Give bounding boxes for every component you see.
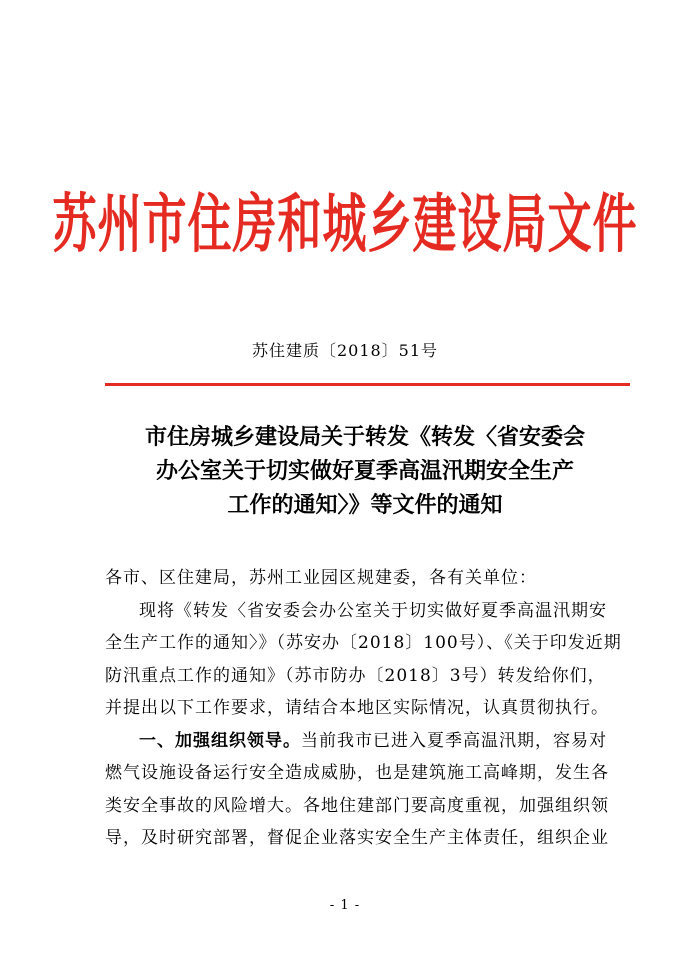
title-line: 办公室关于切实做好夏季高温汛期安全生产 [155,458,574,484]
masthead-title: 苏州市住房和城乡建设局文件 [52,188,638,262]
section-heading: 一、加强组织领导。 [139,730,301,751]
salutation: 各市、区住建局，苏州工业园区规建委，各有关单位： [105,568,537,588]
document-title [100,420,630,522]
body-line: 燃气设施设备运行安全造成威胁，也是建筑施工高峰期，发生各 [105,763,609,783]
document-number: 苏住建质〔2018〕51号 [251,341,439,360]
document-body [105,562,635,855]
title-line: 市住房城乡建设局关于转发《转发〈省安委会 [144,424,585,450]
title-line: 工作的通知〉》等文件的通知 [227,492,503,518]
section-heading-line [105,725,635,758]
body-line: 类安全事故的风险增大。各地住建部门要高度重视，加强组织领 [105,795,609,816]
body-line: 防汛重点工作的通知》（苏市防办〔2018〕3号）转发给你们， [105,665,606,686]
body-line: 现将《转发〈省安委会办公室关于切实做好夏季高温汛期安 [139,600,607,621]
body-line: 导，及时研究部署，督促企业落实安全生产主体责任，组织企业 [105,828,609,848]
page-number: - 1 - [329,898,361,913]
body-line: 并提出以下工作要求，请结合本地区实际情况，认真贯彻执行。 [105,698,609,718]
red-divider [105,383,630,386]
body-line: 全生产工作的通知〉》（苏安办〔2018〕100号）、《关于印发近期 [105,633,622,653]
body-text-run: 当前我市已进入夏季高温汛期，容易对 [301,730,607,751]
